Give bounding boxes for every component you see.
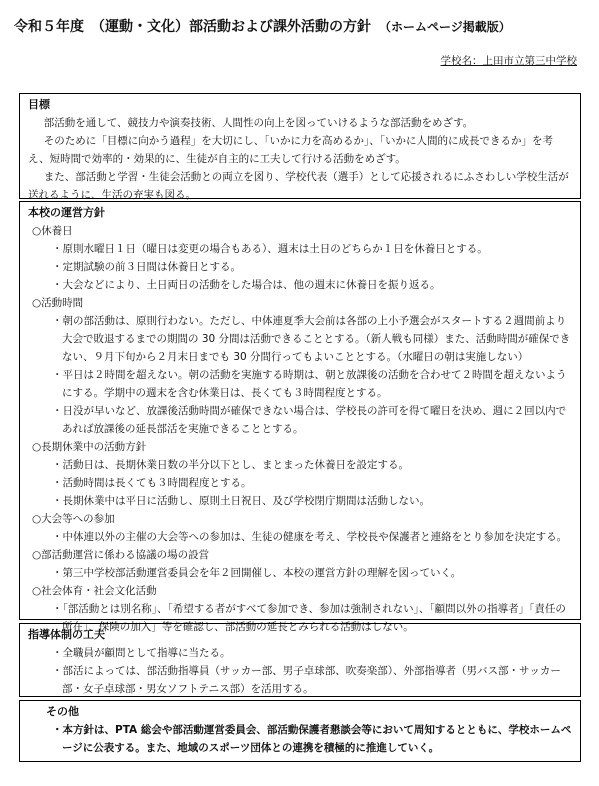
list-item: ・部活によっては、部活動指導員（サッカー部、男子卓球部、吹奏楽部）、外部指導者（男バス部・サッカー部・女子卓球部・男女ソフトテニス部）を活用する。 [52,665,561,695]
goal-paragraph: そのために「目標に向かう過程」を大切にし、「いかに力を高めるか」、「いかに人間的に成長できるか」を考え、短時間で効率的・効果的に、生徒が自主的に工夫して行ける活動をめざす。 [28,135,553,165]
policy-group-head: ○長期休業中の活動方針 [32,441,147,453]
list-item: ・第三中学校部活動運営委員会を年２回開催し、本校の運営方針の理解を図っていく。 [52,567,462,579]
policy-group-head: ○大会等への参加 [32,513,115,525]
guidance-title: 指導体制の工夫 [28,628,105,641]
list-item: ・活動時間は長くても３時間程度とする。 [52,477,252,489]
goal-section [19,93,581,199]
list-item: ・朝の部活動は、原則行わない。ただし、中体連夏季大会前は各部の上小予選会がスタートする２週間前より大会で敗退するまでの期間の 30 分間は活動できることとする。（新人戦も同様）また、活動時間が確保できない、９月下旬から２月末日までも 30 分間行ってもよいこととする。（水曜日の朝は実施しない） [52,315,571,363]
list-item: ・大会などにより、土日両日の活動をした場合は、他の週末に休養日を振り返る。 [52,279,441,291]
policy-group-head: ○活動時間 [32,297,84,309]
policy-group-head: ○社会体育・社会文化活動 [32,585,157,597]
list-item: ・平日は２時間を超えない。朝の活動を実施する時期は、朝と放課後の活動を合わせて２時間を超えないようにする。学期中の週末を含む休業日は、長くても３時間程度とする。 [52,369,567,399]
goal-paragraph: また、部活動と学習・生徒会活動との両立を図り、学校代表（選手）として応援されるにふさわしい学校生活が送れるように、生活の充実も図る。 [28,171,569,201]
goal-title: 目標 [28,98,50,111]
policy-title: 本校の運営方針 [28,206,105,219]
policy-group-head: ○休養日 [32,225,73,237]
list-item: ・全職員が顧問として指導に当たる。 [52,647,231,659]
page-title [14,18,511,36]
list-item: ・長期休業中は平日に活動し、原則土日祝日、及び学校閉庁期間は活動しない。 [52,495,430,507]
guidance-section [19,623,581,697]
list-item: ・定期試験の前３日間は休養日とする。 [52,261,241,273]
title-main: 令和５年度 （運動・文化）部活動および課外活動の方針 [14,19,371,35]
policy-section [19,201,581,633]
other-section [19,700,581,762]
goal-paragraph: 部活動を通して、競技力や演奏技術、人間性の向上を図っていけるような部活動をめざす。 [43,117,474,129]
list-item: ・中体連以外の主催の大会等への参加は、生徒の健康を考え、学校長や保護者と連絡をとり参加を決定する。 [52,531,568,543]
other-title: その他 [46,705,79,718]
policy-group-head: ○部活動運営に係わる協議の場の設営 [32,549,210,561]
list-item: ・活動日は、長期休業日数の半分以下とし、まとまった休養日を設定する。 [52,459,409,471]
list-item: ・原則水曜日１日（曜日は変更の場合もある）、週末は土日のどちらか１日を休養日とする。 [52,243,488,255]
list-item: ・本方針は、PTA 総会や部活動運営委員会、部活動保護者懇談会等において周知するとともに、学校ホームページに公表する。また、地域のスポーツ団体との連携を積極的に推進していく。 [52,724,572,754]
school-name: 学校名：上田市立第三中学校 [440,55,577,67]
list-item: ・「部活動とは別名称」、「希望する者がすべて参加でき、参加は強制されない」、「顧問以外の指導者」「責任の所在」、保険の加入」等を確認し、部活動の延長とみられる活動はしない。 [52,603,566,633]
list-item: ・日没が早いなど、放課後活動時間が確保できない場合は、学校長の許可を得て曜日を決め、週に２回以内であれば放課後の延長部活を実施できることとする。 [52,405,567,435]
title-sub: （ホームページ掲載版） [379,20,511,34]
